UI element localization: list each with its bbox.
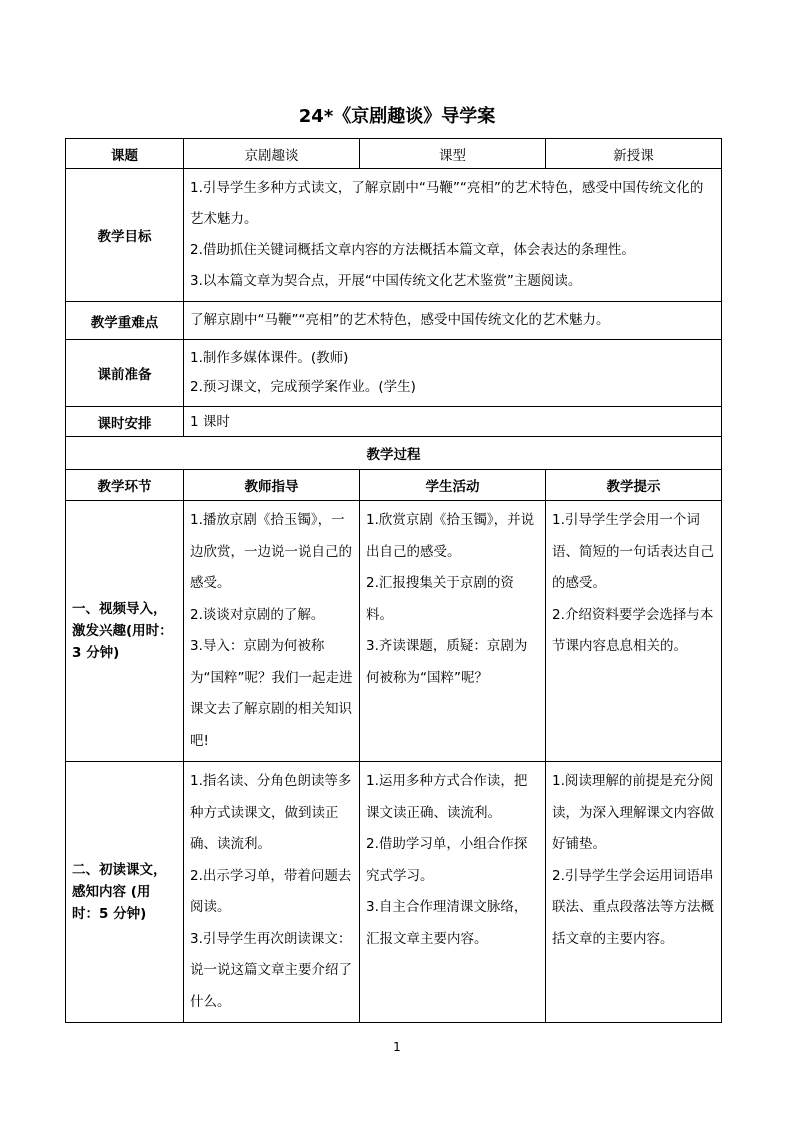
page-number: 1 (393, 1040, 401, 1054)
prep-row (66, 340, 722, 407)
process-section-title: 教学过程 (66, 437, 722, 470)
hours-label: 课时安排 (66, 407, 184, 437)
topic-row (66, 139, 722, 169)
type-label: 课型 (360, 139, 546, 169)
process-title-row (66, 437, 722, 470)
goals-row (66, 169, 722, 302)
prep-cell (184, 340, 722, 407)
hours-row (66, 407, 722, 437)
process-header-row (66, 470, 722, 501)
column-header: 学生活动 (360, 470, 546, 501)
goals-label: 教学目标 (66, 169, 184, 302)
topic-label: 课题 (66, 139, 184, 169)
column-header: 教学环节 (66, 470, 184, 501)
student-item: 1.运用多种方式合作读，把课文读正确、读流利。 (366, 773, 528, 821)
tips-cell (546, 762, 722, 1023)
prep-label: 课前准备 (66, 340, 184, 407)
goals-cell (184, 169, 722, 302)
teacher-item: 2.出示学习单，带着问题去阅读。 (190, 867, 352, 915)
teacher-item: 1.指名读、分角色朗读等多种方式读课文，做到读正确、读流利。 (190, 773, 352, 852)
prep-item: 1.制作多媒体课件。(教师) (190, 350, 349, 366)
hours-value: 1 课时 (190, 413, 230, 430)
tips-item: 2.引导学生学会运用词语串联法、重点段落法等方法概括文章的主要内容。 (552, 867, 714, 947)
keypoints-cell (184, 302, 722, 340)
column-header: 教学提示 (546, 470, 722, 501)
tips-cell (546, 501, 722, 762)
table-row (66, 762, 722, 1023)
step-title: 二、初读课文，感知内容 (用时：5 分钟) (72, 862, 167, 922)
column-header: 教师指导 (184, 470, 360, 501)
student-item: 3.齐读课题，质疑：京剧为何被称为“国粹”呢？ (366, 638, 528, 686)
teacher-item: 2.谈谈对京剧的了解。 (190, 606, 325, 623)
teacher-item: 1.播放京剧《拾玉镯》，一边欣赏，一边说一说自己的感受。 (190, 512, 352, 591)
type-value: 新授课 (546, 139, 722, 169)
goal-item: 2.借助抓住关键词概括文章内容的方法概括本篇文章，体会表达的条理性。 (190, 242, 635, 258)
tips-item: 2.介绍资料要学会选择与本节课内容息息相关的。 (552, 606, 714, 654)
step-cell (66, 501, 184, 762)
keypoints-row (66, 302, 722, 340)
keypoints-label: 教学重难点 (66, 302, 184, 340)
lesson-plan-table (65, 138, 722, 1023)
page-title: 24*《京剧趣谈》导学案 (298, 106, 496, 127)
student-item: 2.借助学习单，小组合作探究式学习。 (366, 836, 528, 884)
student-cell (360, 501, 546, 762)
teacher-item: 3.引导学生再次朗读课文：说一说这篇文章主要介绍了什么。 (190, 930, 352, 1010)
goal-item: 3.以本篇文章为契合点，开展“中国传统文化艺术鉴赏”主题阅读。 (190, 273, 582, 289)
teacher-item: 3.导入：京剧为何被称为“国粹”呢？我们一起走进课文去了解京剧的相关知识吧! (190, 638, 353, 749)
teacher-cell (184, 762, 360, 1023)
student-item: 2.汇报搜集关于京剧的资料。 (366, 575, 514, 623)
topic-value: 京剧趣谈 (184, 139, 360, 169)
tips-item: 1.阅读理解的前提是充分阅读，为深入理解课文内容做好铺垫。 (552, 773, 714, 852)
hours-cell (184, 407, 722, 437)
goal-item: 1.引导学生多种方式读文，了解京剧中“马鞭”“亮相”的艺术特色，感受中国传统文化的艺术魅力。 (190, 180, 704, 227)
teacher-cell (184, 501, 360, 762)
student-item: 3.自主合作理清课文脉络，汇报文章主要内容。 (366, 899, 528, 947)
student-cell (360, 762, 546, 1023)
table-row (66, 501, 722, 762)
step-cell (66, 762, 184, 1023)
prep-item: 2.预习课文，完成预学案作业。(学生) (190, 379, 416, 395)
keypoints-text: 了解京剧中“马鞭”“亮相”的艺术特色，感受中国传统文化的艺术魅力。 (190, 312, 610, 328)
tips-item: 1.引导学生学会用一个词语、简短的一句话表达自己的感受。 (552, 512, 714, 591)
student-item: 1.欣赏京剧《拾玉镯》，并说出自己的感受。 (366, 512, 535, 560)
step-title: 一、视频导入，激发兴趣(用时：3 分钟) (72, 601, 173, 661)
